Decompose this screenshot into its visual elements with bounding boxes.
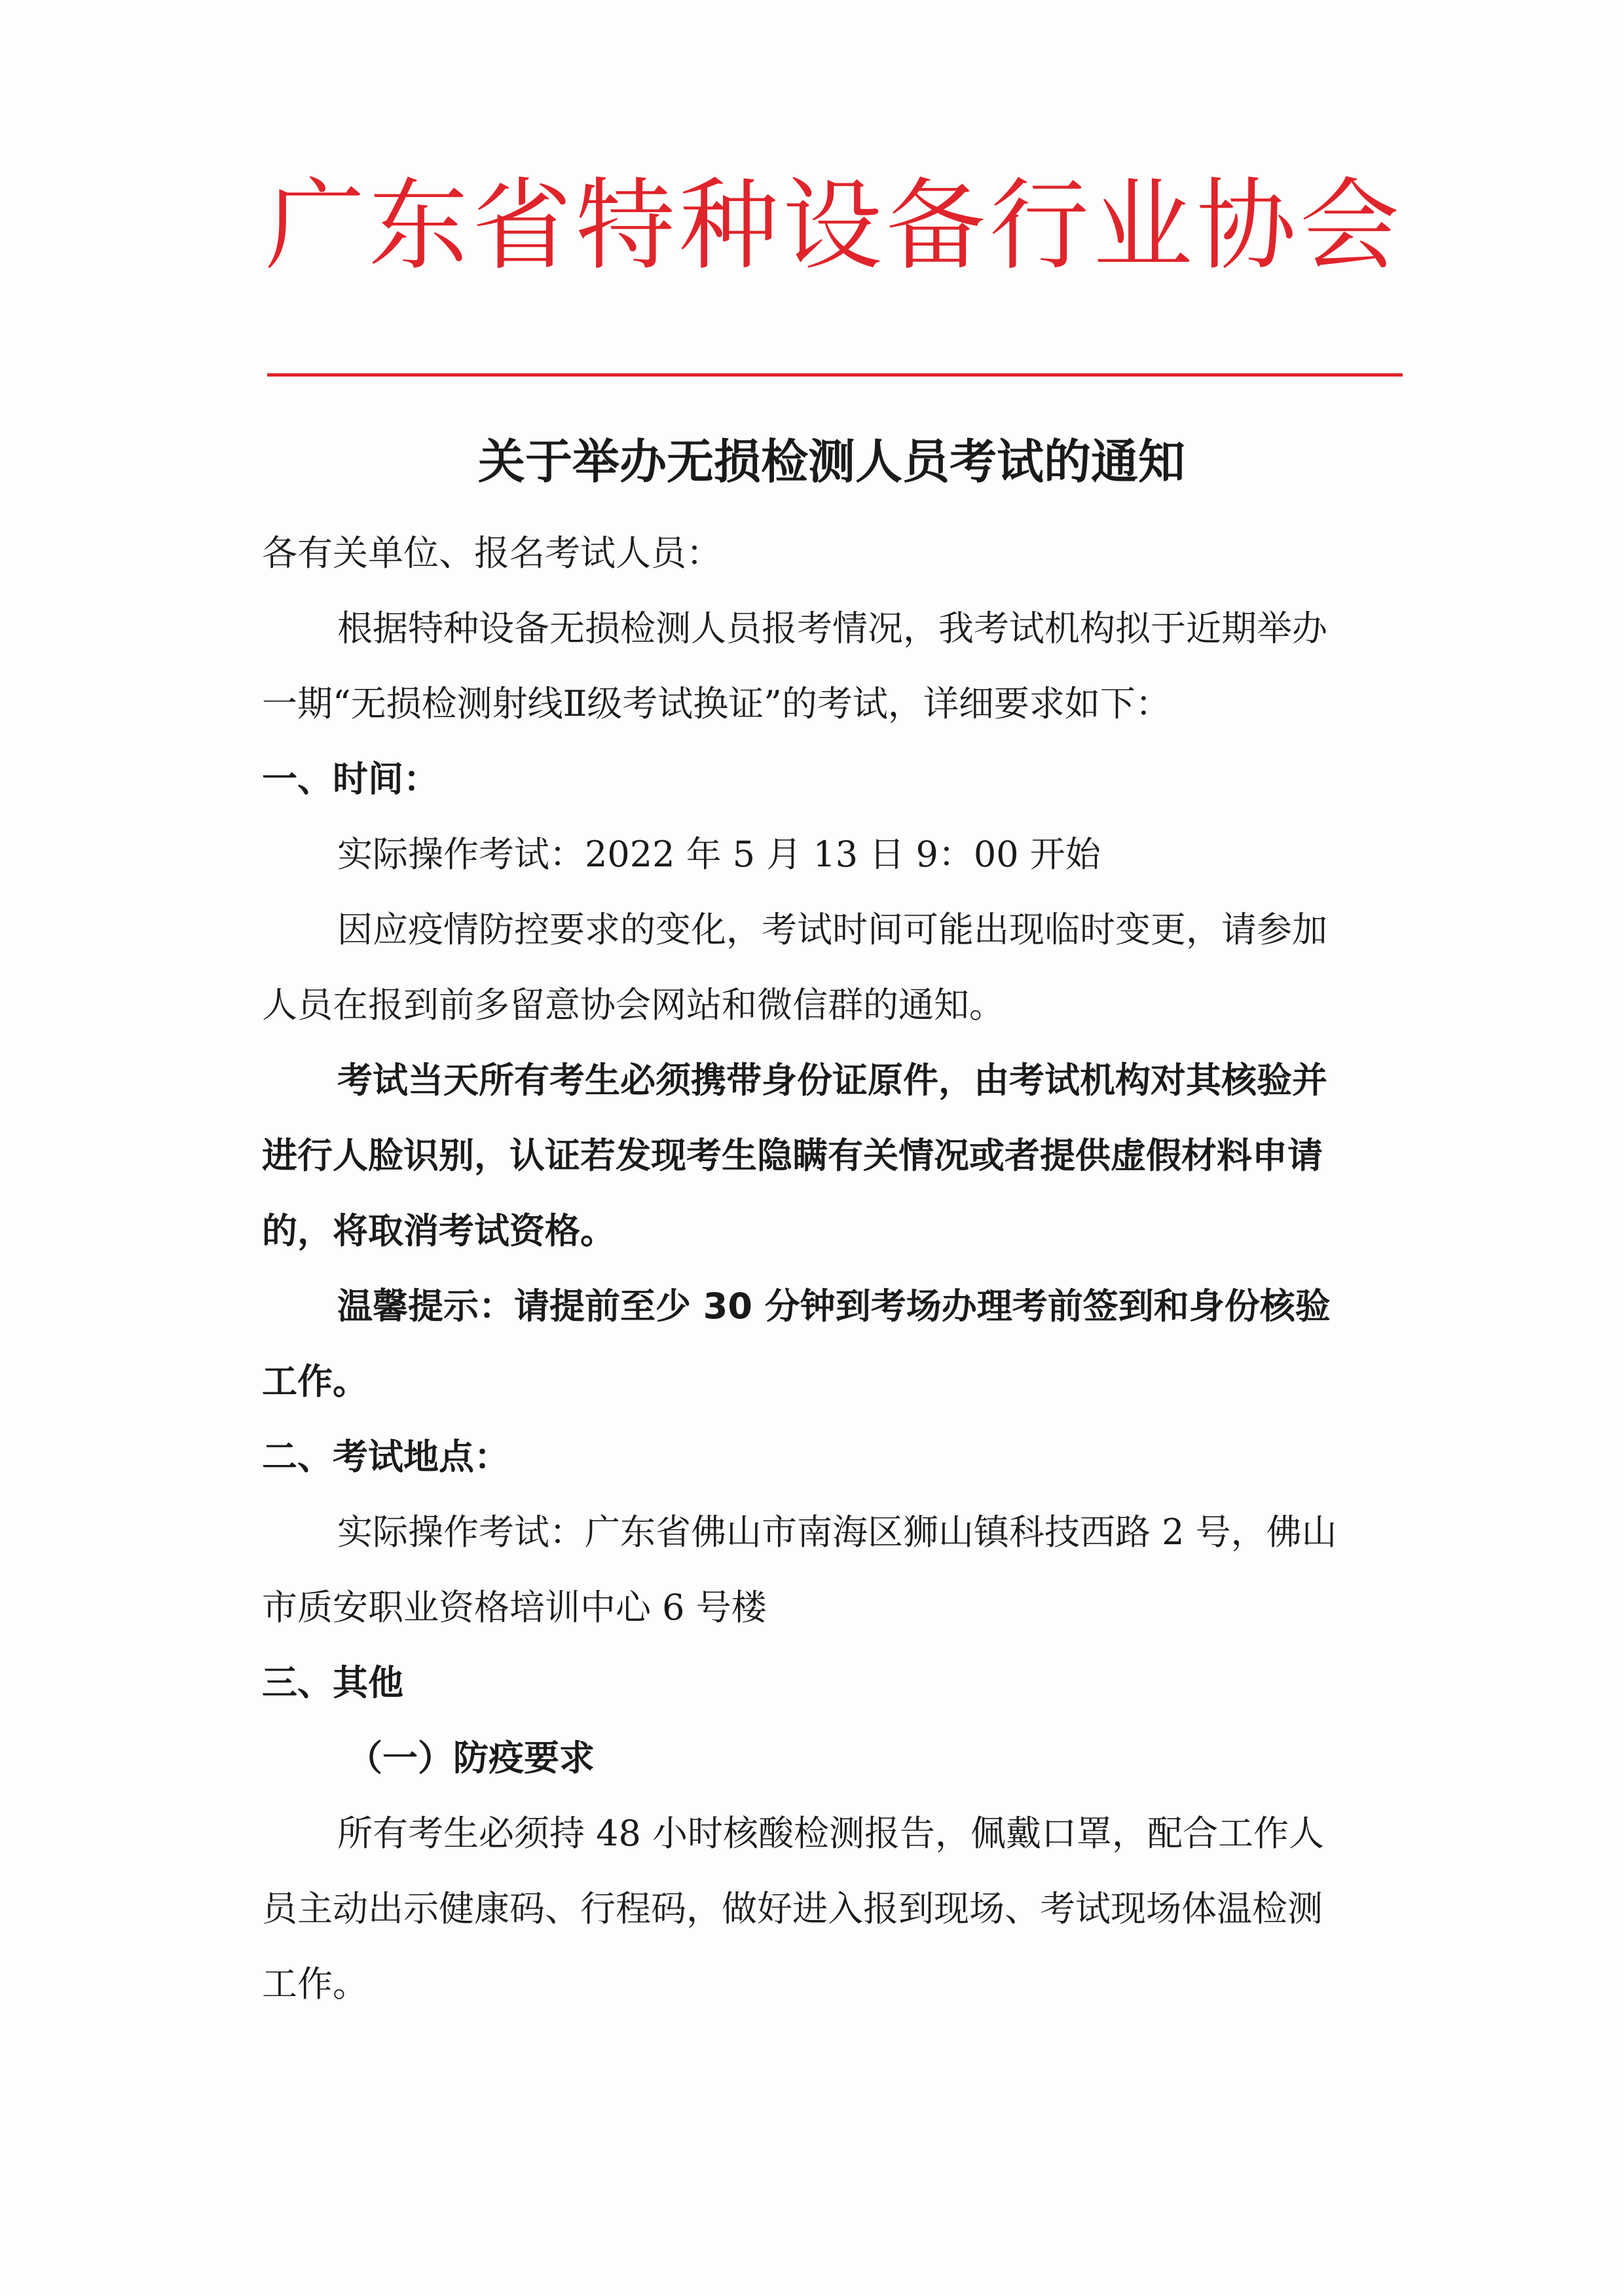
subsection-epidemic-heading: （一）防疫要求	[347, 1737, 595, 1779]
tip-line-2: 工作。	[262, 1361, 368, 1402]
intro-line-2: 一期“无损检测射线Ⅱ级考试换证”的考试，详细要求如下：	[262, 683, 1171, 724]
document-title: 关于举办无损检测人员考试的通知	[477, 434, 1185, 489]
intro-line-1: 根据特种设备无损检测人员报考情况，我考试机构拟于近期举办	[337, 608, 1327, 649]
notice-line-1: 因应疫情防控要求的变化，考试时间可能出现临时变更，请参加	[337, 909, 1327, 950]
id-requirement-line-3: 的，将取消考试资格。	[262, 1210, 616, 1251]
letterhead-divider	[267, 373, 1403, 377]
epidemic-line-3: 工作。	[262, 1963, 368, 2005]
epidemic-line-2: 员主动出示健康码、行程码，做好进入报到现场、考试现场体温检测	[262, 1888, 1323, 1929]
id-requirement-line-1: 考试当天所有考生必须携带身份证原件，由考试机构对其核验并	[337, 1060, 1327, 1101]
location-line-2: 市质安职业资格培训中心 6 号楼	[262, 1587, 767, 1628]
letterhead: 广东省特种设备行业协会	[265, 168, 1403, 284]
section-3-heading: 三、其他	[262, 1662, 403, 1703]
salutation: 各有关单位、报名考试人员：	[262, 532, 722, 574]
epidemic-line-1: 所有考生必须持 48 小时核酸检测报告，佩戴口罩，配合工作人	[337, 1813, 1325, 1854]
location-line-1: 实际操作考试：广东省佛山市南海区狮山镇科技西路 2 号，佛山	[337, 1511, 1337, 1553]
notice-line-2: 人员在报到前多留意协会网站和微信群的通知。	[262, 984, 1005, 1026]
id-requirement-line-2: 进行人脸识别，认证若发现考生隐瞒有关情况或者提供虚假材料申请	[262, 1135, 1323, 1176]
section-1-heading: 一、时间：	[262, 758, 439, 800]
exam-time: 实际操作考试：2022 年 5 月 13 日 9：00 开始	[337, 834, 1101, 875]
tip-line-1: 温馨提示：请提前至少 30 分钟到考场办理考前签到和身份核验	[337, 1286, 1331, 1327]
section-2-heading: 二、考试地点：	[262, 1436, 509, 1477]
